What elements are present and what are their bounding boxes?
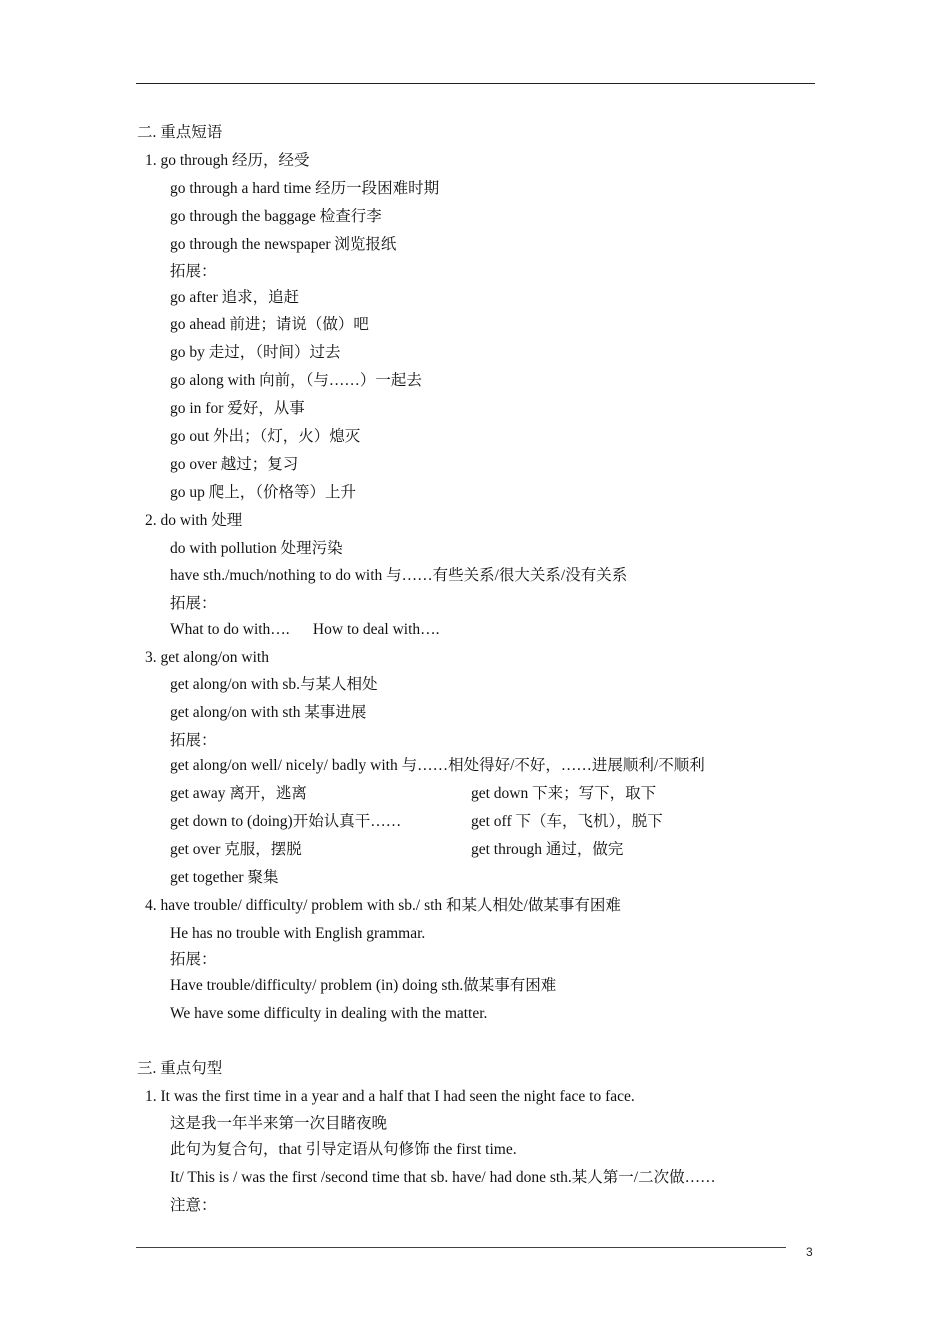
phrase-line: get along/on with sb.与某人相处: [170, 676, 378, 693]
example-sentence: We have some difficulty in dealing with the matter.: [170, 1005, 488, 1022]
phrase-line: have sth./much/nothing to do with 与……有些关系/很大关系/没有关系: [170, 567, 628, 584]
phrase-line: go along with 向前，（与……）一起去: [170, 372, 422, 389]
phrase-item-title: 4. have trouble/ difficulty/ problem with sb./ sth 和某人相处/做某事有困难: [145, 897, 621, 914]
phrase-line: go over 越过；复习: [170, 456, 299, 473]
phrase-line: go up 爬上，（价格等）上升: [170, 484, 357, 501]
phrase-line: go through a hard time 经历一段困难时期: [170, 180, 440, 197]
phrase-line: go after 追求，追赶: [170, 289, 300, 306]
extension-label: 拓展：: [170, 951, 217, 968]
phrase-line: get along/on well/ nicely/ badly with 与……相处得好/不好，……进展顺利/不顺利: [170, 757, 705, 774]
phrase-line: go through the baggage 检查行李: [170, 208, 382, 225]
phrase-pair-left: get over 克服，摆脱: [170, 841, 302, 858]
phrase-pair-right: get through 通过，做完: [471, 841, 624, 858]
phrase-line: Have trouble/difficulty/ problem (in) doing sth.做某事有困难: [170, 977, 557, 994]
phrase-line: go by 走过，（时间）过去: [170, 344, 341, 361]
explanation-line: 此句为复合句，that 引导定语从句修饰 the first time.: [170, 1141, 517, 1158]
section-heading-phrases: 二. 重点短语: [137, 124, 223, 141]
note-label: 注意：: [170, 1197, 217, 1214]
header-rule: [136, 83, 815, 84]
phrase-line: get together 聚集: [170, 869, 279, 886]
pattern-line: It/ This is / was the first /second time that sb. have/ had done sth.某人第一/二次做……: [170, 1169, 716, 1186]
sentence-item-title: 1. It was the first time in a year and a half that I had seen the night face to face.: [145, 1088, 635, 1105]
phrase-line: get along/on with sth 某事进展: [170, 704, 367, 721]
phrase-line: do with pollution 处理污染: [170, 540, 343, 557]
phrase-pair-left: get down to (doing)开始认真干……: [170, 813, 402, 830]
phrase-pair-right: get down 下来；写下，取下: [471, 785, 657, 802]
phrase-item-title: 1. go through 经历，经受: [145, 152, 310, 169]
phrase-line: go ahead 前进；请说（做）吧: [170, 316, 369, 333]
section-heading-sentences: 三. 重点句型: [137, 1060, 223, 1077]
extension-label: 拓展：: [170, 732, 217, 749]
example-sentence: He has no trouble with English grammar.: [170, 925, 426, 942]
extension-label: 拓展：: [170, 263, 217, 280]
phrase-item-title: 2. do with 处理: [145, 512, 243, 529]
page-number: 3: [806, 1245, 813, 1259]
translation-line: 这是我一年半来第一次目睹夜晚: [170, 1115, 388, 1132]
phrase-line: go out 外出；（灯，火）熄灭: [170, 428, 361, 445]
phrase-line: What to do with…. How to deal with….: [170, 621, 440, 638]
phrase-item-title: 3. get along/on with: [145, 649, 269, 666]
extension-label: 拓展：: [170, 595, 217, 612]
phrase-pair-right: get off 下（车，飞机），脱下: [471, 813, 663, 830]
phrase-line: go in for 爱好，从事: [170, 400, 305, 417]
phrase-pair-left: get away 离开，逃离: [170, 785, 307, 802]
footer-rule: [136, 1247, 786, 1248]
phrase-line: go through the newspaper 浏览报纸: [170, 236, 397, 253]
